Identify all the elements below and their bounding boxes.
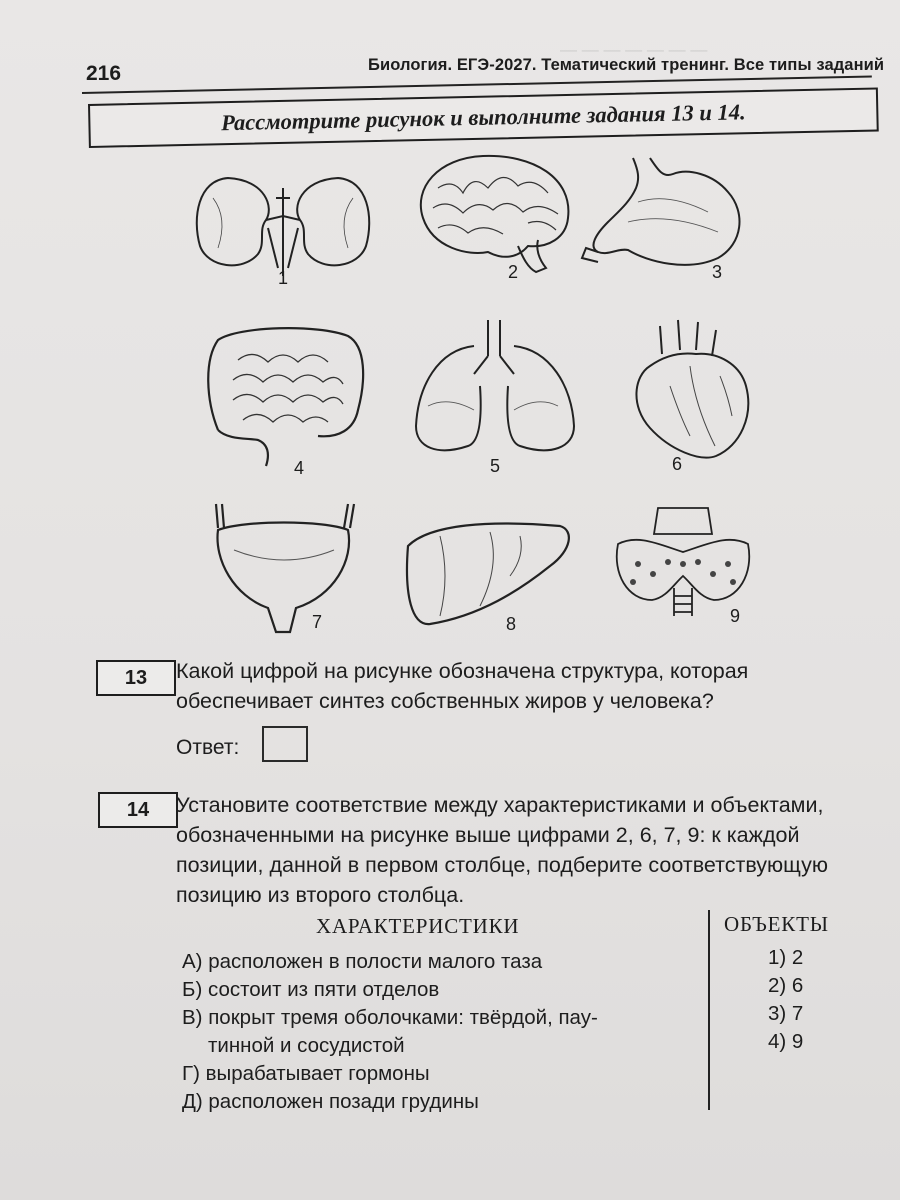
intestine-icon [198, 320, 370, 470]
organ-number-5: 5 [490, 456, 501, 476]
liver-icon [400, 516, 578, 632]
organ-number-9: 9 [730, 606, 741, 626]
column-divider [708, 910, 710, 1110]
task-banner [88, 87, 879, 148]
characteristic-d: Г) вырабатывает гормоны [182, 1062, 430, 1085]
thyroid-icon [608, 504, 758, 622]
organ-number-6: 6 [672, 454, 683, 474]
characteristic-e: Д) расположен позади грудины [182, 1090, 479, 1113]
bladder-icon [204, 500, 364, 640]
objects-header: ОБЪЕКТЫ [724, 912, 829, 936]
bleed-through-text: — — — — — — — [560, 40, 708, 59]
lungs-icon [408, 316, 580, 464]
task-13-question: Какой цифрой на рисунке обозначена структура, которая обеспечивает синтез собственных жиров у человека? [176, 659, 749, 713]
stomach-icon [578, 152, 748, 280]
task-13-answer-box[interactable] [262, 726, 308, 762]
object-3: 3) 7 [768, 1002, 804, 1025]
brain-icon [408, 148, 580, 276]
task-14-number: 14 [98, 792, 178, 828]
organ-number-1: 1 [278, 268, 289, 288]
task-13-number: 13 [96, 660, 176, 696]
object-4: 4) 9 [768, 1030, 804, 1053]
organ-number-4: 4 [294, 458, 305, 478]
object-1: 1) 2 [768, 946, 804, 969]
task-14-question: Установите соответствие между характеристиками и объектами, обозначенными на рисунке выше цифрами 2, 6, 7, 9: к каждой позиции, данной в первом столбце, подберите соответствующую позицию из второго столбца. [176, 793, 828, 907]
characteristic-c-line1: В) покрыт тремя оболочками: твёрдой, пау- [182, 1006, 598, 1029]
characteristic-c-line2: тинной и сосудистой [208, 1034, 405, 1057]
organ-number-7: 7 [312, 612, 323, 632]
organ-number-2: 2 [508, 262, 519, 282]
banner-text: Рассмотрите рисунок и выполните задания 13 и 14. [220, 99, 746, 136]
task-13-answer-label: Ответ: [176, 736, 240, 759]
organ-number-8: 8 [506, 614, 517, 634]
heart-icon [620, 316, 760, 464]
characteristics-header: ХАРАКТЕРИСТИКИ [316, 914, 520, 938]
characteristic-b: Б) состоит из пяти отделов [182, 978, 440, 1001]
page-number: 216 [86, 62, 122, 85]
characteristic-a: А) расположен в полости малого таза [182, 950, 543, 973]
running-head: Биология. ЕГЭ-2027. Тематический тренинг. Все типы заданий [368, 56, 885, 74]
organ-number-3: 3 [712, 262, 723, 282]
kidneys-icon [188, 168, 378, 278]
object-2: 2) 6 [768, 974, 804, 997]
